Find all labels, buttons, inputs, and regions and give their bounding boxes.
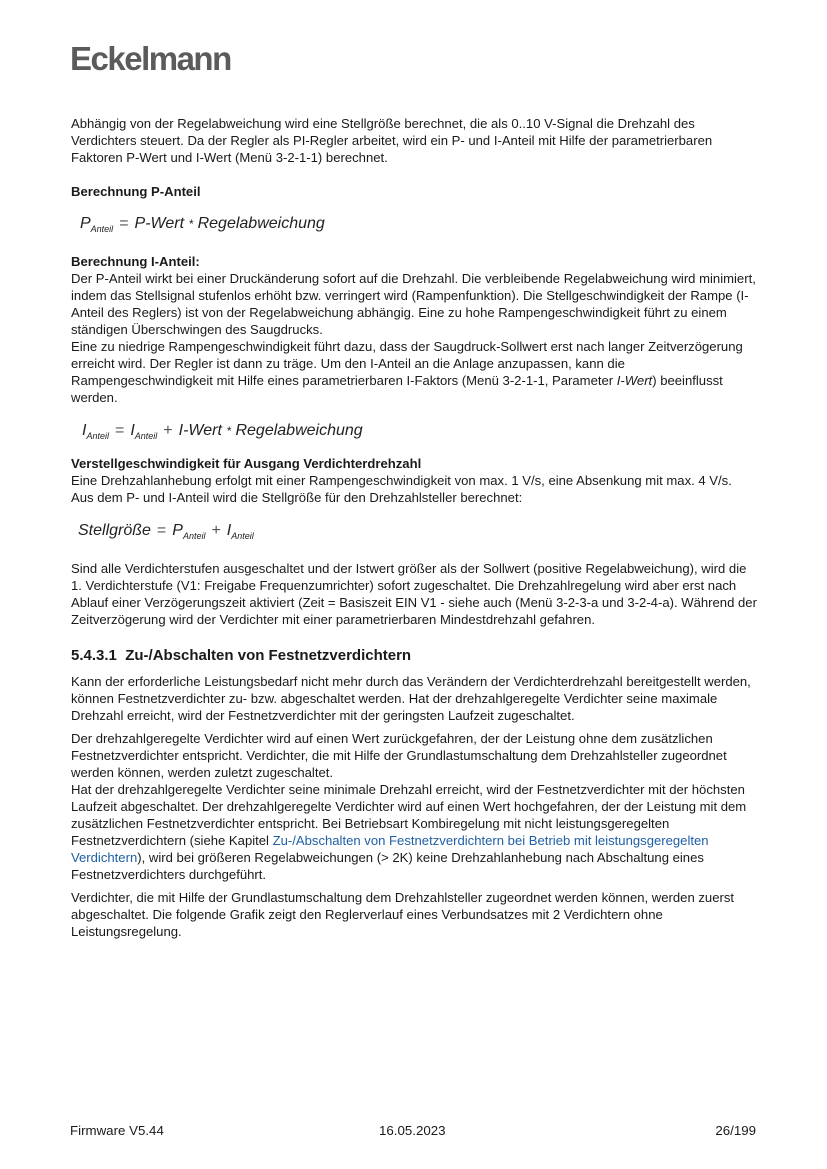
formula-stellgroesse: Stellgröße = $P_{Anteil} + I_{Anteil}$ xyxy=(78,522,254,541)
p-anteil-heading: Berechnung P-Anteil xyxy=(71,184,201,199)
i-anteil-paragraph-1: Der P-Anteil wirkt bei einer Druckänderung sofort auf die Drehzahl. Die verbleibende Regelabweichung wird minimiert, indem das Stellsignal stufenlos erhöht bzw. verringert wird (Rampenfunktion). Die Stellgeschwindigkeit der Rampe (I-Anteil des Reglers) ist von der Regelabweichung abhängig. Eine zu hohe Rampengeschwindigkeit führt zu einem ständigen Überschwingen des Saugdrucks. xyxy=(71,271,756,337)
section-paragraph-1: Kann der erforderliche Leistungsbedarf nicht mehr durch das Verändern der Verdichterdrehzahl bereitgestellt werden, können Festnetzverdichter zu- bzw. abgeschaltet werden. Hat der drehzahlgeregelte Verdichter seine maximale Drehzahl erreicht, wird der Festnetzverdichter mit der geringsten Laufzeit zugeschaltet. xyxy=(71,674,751,723)
section-heading: 5.4.3.1 Zu-/Abschalten von Festnetzverdichtern xyxy=(71,647,412,664)
verstellgeschwindigkeit-paragraph: Eine Drehzahlanhebung erfolgt mit einer Rampengeschwindigkeit von max. 1 V/s, eine Absenkung mit max. 4 V/s. xyxy=(71,473,732,488)
verdichterstufen-paragraph: Sind alle Verdichterstufen ausgeschaltet und der Istwert größer als der Sollwert (positive Regelabweichung), wird die 1. Verdichterstufe (V1: Freigabe Frequenzumrichter) sofort zugeschaltet. Die Drehzahlregelung wird aber erst nach Ablauf einer Verzögerungszeit aktiviert (Zeit = Basiszeit EIN V1 - siehe auch (Menü 3-2-3-a und 3-2-4-a). Während der Zeitverzögerung wird der Verdichter mit einer parametrierbaren Mindestdrehzahl gefahren. xyxy=(71,561,757,627)
footer-date: 16.05.2023 xyxy=(379,1123,446,1138)
stellgroesse-intro: Aus dem P- und I-Anteil wird die Stellgröße für den Drehzahlsteller berechnet: xyxy=(71,490,523,505)
document-body xyxy=(71,115,757,940)
section-paragraph-2: Der drehzahlgeregelte Verdichter wird auf einen Wert zurückgefahren, der der Leistung ohne dem zusätzlichen Festnetzverdichter entspricht. Verdichter, die mit Hilfe der Grundlastumschaltung dem Drehzahlsteller zugeordnet werden können, werden zuletzt zugeschaltet. xyxy=(71,731,727,780)
section-paragraph-3: Hat der drehzahlgeregelte Verdichter seine minimale Drehzahl erreicht, wird der Festnetzverdichter mit der höchsten Laufzeit abgeschaltet. Der drehzahlgeregelte Verdichter wird auf einen Wert hochgefahren, der der Leistung mit dem zusätzlichen Festnetzverdichter entspricht. Bei Betriebsart Kombiregelung mit nicht leistungsgeregelten Festnetzverdichtern (siehe Kapitel Zu-/Abschalten von Festnetzverdichtern bei Betrieb mit leistungsgeregelten Verdichtern), wird bei größeren Regelabweichungen (> 2K) keine Drehzahlanhebung nach Abschaltung eines Festnetzverdichters durchgeführt. xyxy=(71,782,747,882)
intro-paragraph: Abhängig von der Regelabweichung wird eine Stellgröße berechnet, die als 0..10 V-Signal die Drehzahl des Verdichters steuert. Da der Regler als PI-Regler arbeitet, wird ein P- und I-Anteil mit Hilfe der parametrierbaren Faktoren P-Wert und I-Wert (Menü 3-2-1-1) berechnet. xyxy=(71,116,713,165)
footer-page-number: 26/199 xyxy=(715,1123,756,1138)
eckelmann-logo: Eckelmann xyxy=(70,40,231,77)
i-anteil-paragraph-2: Eine zu niedrige Rampengeschwindigkeit führt dazu, dass der Saugdruck-Sollwert erst nach langer Zeitverzögerung erreicht wird. Der Regler ist dann zu träge. Um den I-Anteil an die Anlage anzupassen, kann die Rampengeschwindigkeit mit Hilfe eines parametrierbaren I-Faktors (Menü 3-2-1-1, Parameter I-Wert) beeinflusst werden. xyxy=(71,339,743,405)
formula-i-anteil: $I_{Anteil} = I_{Anteil}$ + I-Wert * Regelabweichung xyxy=(82,422,363,441)
formula-p-anteil: $P_{Anteil}$ = P-Wert * Regelabweichung xyxy=(80,215,325,234)
i-anteil-heading: Berechnung I-Anteil: xyxy=(71,254,200,269)
chapter-link[interactable]: Zu-/Abschalten von Festnetzverdichtern bei Betrieb mit leistungsgeregelten Verdichtern xyxy=(71,833,709,865)
footer-firmware: Firmware V5.44 xyxy=(70,1123,164,1138)
section-paragraph-4: Verdichter, die mit Hilfe der Grundlastumschaltung dem Drehzahlsteller zugeordnet werden können, werden zuerst abgeschaltet. Die folgende Grafik zeigt den Reglerverlauf eines Verbundsatzes mit 2 Verdichtern ohne Leistungsregelung. xyxy=(71,890,735,939)
verstellgeschwindigkeit-heading: Verstellgeschwindigkeit für Ausgang Verdichterdrehzahl xyxy=(71,456,422,471)
